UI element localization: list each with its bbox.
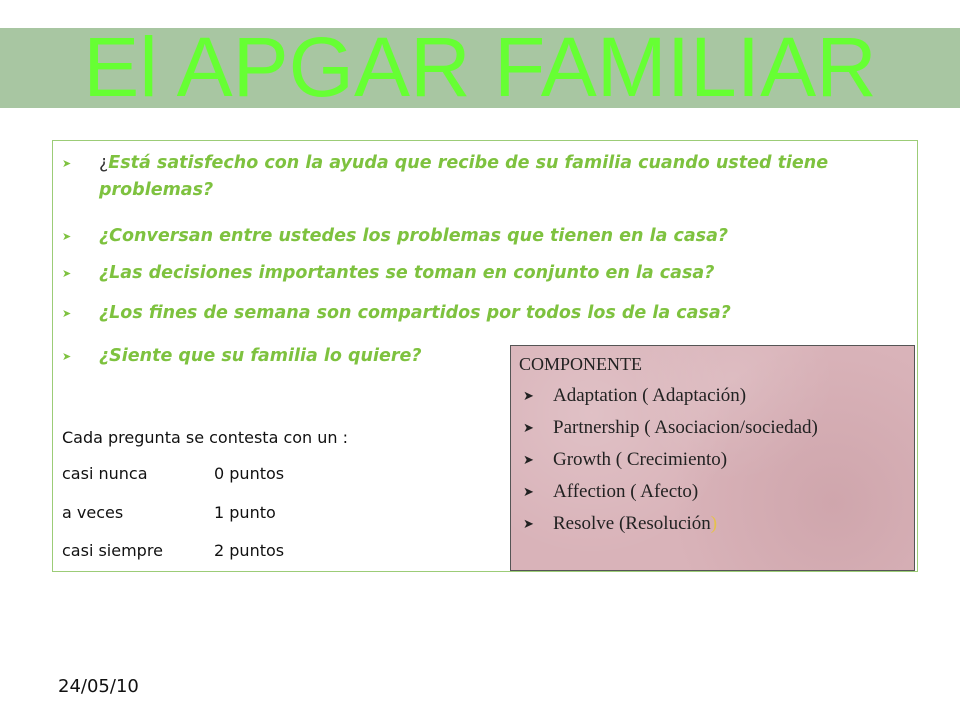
list-item: [62, 223, 728, 250]
arrowhead-bullet-icon: ➤: [523, 452, 534, 467]
list-item: [62, 150, 892, 204]
arrowhead-bullet-icon: ➤: [62, 350, 72, 363]
question-lead: ¿: [99, 153, 109, 173]
question-text: ¿Las decisiones importantes se toman en conjunto en la casa?: [99, 263, 715, 283]
scoring-value: 0 puntos: [214, 464, 285, 483]
component-text: Partnership ( Asociacion/sociedad): [553, 417, 818, 438]
arrowhead-bullet-icon: ➤: [523, 516, 534, 531]
list-item: [523, 480, 818, 512]
scoring-label: a veces: [62, 503, 124, 522]
list-item: [523, 448, 818, 480]
component-accent: ): [710, 513, 718, 534]
component-box: [510, 345, 915, 571]
arrowhead-bullet-icon: ➤: [523, 388, 534, 403]
arrowhead-bullet-icon: ➤: [62, 157, 72, 170]
scoring-value: 2 puntos: [214, 541, 285, 560]
component-text: Growth ( Crecimiento): [553, 449, 728, 470]
question-text: Está satisfecho con la ayuda que recibe de su familia cuando usted tiene problemas?: [99, 153, 829, 200]
list-item: [62, 300, 731, 327]
list-item: [523, 512, 818, 544]
scoring-label: casi siempre: [62, 541, 163, 560]
list-item: [62, 343, 422, 370]
arrowhead-bullet-icon: ➤: [62, 307, 72, 320]
scoring-label: casi nunca: [62, 464, 148, 483]
list-item: [62, 260, 714, 287]
question-text: ¿Los fines de semana son compartidos por todos los de la casa?: [99, 303, 731, 323]
component-text: Adaptation ( Adaptación): [553, 385, 747, 406]
scoring-intro: Cada pregunta se contesta con un :: [62, 428, 349, 447]
arrowhead-bullet-icon: ➤: [62, 267, 72, 280]
arrowhead-bullet-icon: ➤: [523, 484, 534, 499]
list-item: [523, 416, 818, 448]
component-text: Affection ( Afecto): [553, 481, 699, 502]
list-item: [523, 384, 818, 416]
question-text: ¿Conversan entre ustedes los problemas que tienen en la casa?: [99, 226, 729, 246]
component-text: Resolve (Resolución: [553, 513, 711, 534]
scoring-value: 1 punto: [214, 503, 276, 522]
slide-title: El APGAR FAMILIAR: [83, 20, 877, 114]
component-heading: COMPONENTE: [519, 354, 643, 374]
slide-date: 24/05/10: [58, 676, 139, 697]
question-text: ¿Siente que su familia lo quiere?: [99, 346, 422, 366]
arrowhead-bullet-icon: ➤: [523, 420, 534, 435]
arrowhead-bullet-icon: ➤: [62, 230, 72, 243]
component-list: [523, 384, 818, 544]
